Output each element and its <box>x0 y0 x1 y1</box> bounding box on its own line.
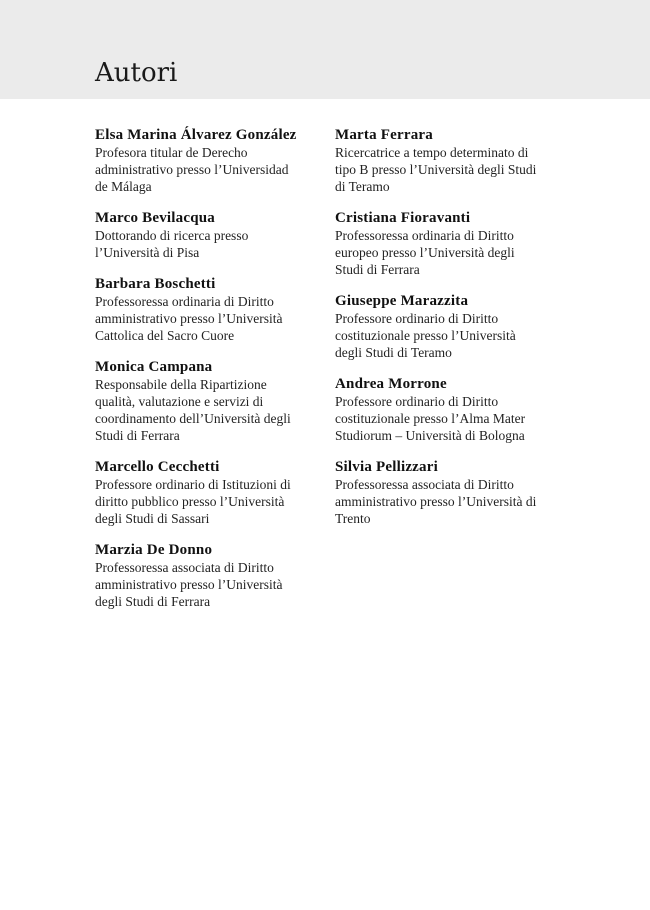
author-entry <box>95 127 335 195</box>
author-name: Marcello Cecchetti <box>95 459 220 475</box>
author-entry <box>335 210 575 278</box>
author-entry <box>95 276 335 344</box>
authors-column-right <box>335 127 575 625</box>
author-affiliation: Professoressa associata di Diritto amministrativo presso l’Università di Trento <box>335 477 537 526</box>
author-affiliation: Professoressa ordinaria di Diritto europeo presso l’Università degli Studi di Ferrara <box>335 228 515 277</box>
author-entry <box>95 542 335 610</box>
page-title: Autori <box>95 58 178 88</box>
author-affiliation: Professoressa associata di Diritto amministrativo presso l’Università degli Studi di Ferrara <box>95 560 283 609</box>
author-affiliation: Responsabile della Ripartizione qualità, valutazione e servizi di coordinamento dell’Università degli Studi di Ferrara <box>95 377 291 443</box>
author-entry <box>95 459 335 527</box>
author-entry <box>335 459 575 527</box>
author-name: Barbara Boschetti <box>95 276 216 292</box>
author-affiliation: Profesora titular de Derecho administrativo presso l’Universidad de Málaga <box>95 145 289 194</box>
author-entry <box>335 293 575 361</box>
author-entry <box>95 210 335 261</box>
author-affiliation: Dottorando di ricerca presso l’Università di Pisa <box>95 228 249 260</box>
author-name: Cristiana Fioravanti <box>335 210 471 226</box>
author-name: Silvia Pellizzari <box>335 459 438 475</box>
author-affiliation: Professore ordinario di Istituzioni di diritto pubblico presso l’Università degli Studi di Sassari <box>95 477 291 526</box>
authors-columns <box>95 127 575 625</box>
author-affiliation: Professoressa ordinaria di Diritto amministrativo presso l’Università Cattolica del Sacro Cuore <box>95 294 283 343</box>
author-name: Elsa Marina Álvarez González <box>95 127 297 143</box>
author-entry <box>95 359 335 444</box>
authors-column-left <box>95 127 335 625</box>
author-name: Marta Ferrara <box>335 127 433 143</box>
author-name: Giuseppe Marazzita <box>335 293 469 309</box>
author-affiliation: Professore ordinario di Diritto costituzionale presso l’Università degli Studi di Teramo <box>335 311 516 360</box>
author-name: Monica Campana <box>95 359 213 375</box>
author-affiliation: Professore ordinario di Diritto costituzionale presso l’Alma Mater Studiorum – Università di Bologna <box>335 394 526 443</box>
author-affiliation: Ricercatrice a tempo determinato di tipo B presso l’Università degli Studi di Teramo <box>335 145 537 194</box>
author-name: Marco Bevilacqua <box>95 210 215 226</box>
author-name: Andrea Morrone <box>335 376 447 392</box>
author-name: Marzia De Donno <box>95 542 213 558</box>
author-entry <box>335 127 575 195</box>
author-entry <box>335 376 575 444</box>
